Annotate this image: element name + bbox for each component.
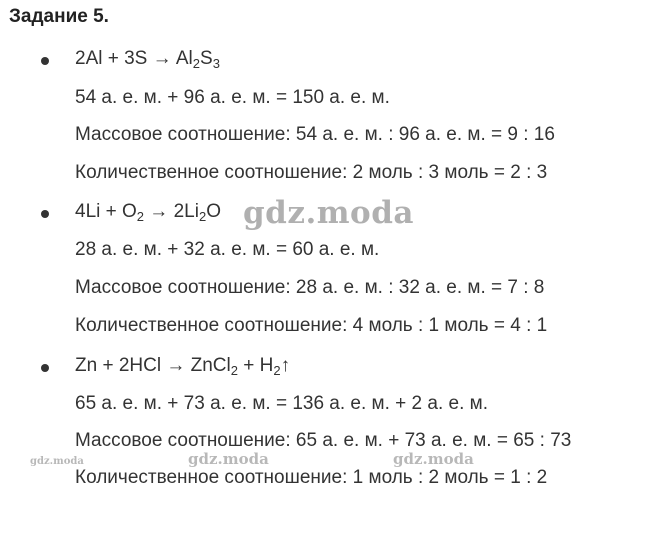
quantity-ratio: Количественное соотношение: 1 моль : 2 моль = 1 : 2 <box>75 467 548 488</box>
quantity-ratio: Количественное соотношение: 4 моль : 1 моль = 4 : 1 <box>75 315 548 336</box>
watermark-logo: gdz.moda <box>243 195 414 231</box>
watermark-small-center: gdz.moda <box>188 450 269 468</box>
task-title: Задание 5. <box>9 6 109 27</box>
mass-ratio: Массовое соотношение: 65 а. е. м. + 73 а. е. м. = 65 : 73 <box>75 430 572 451</box>
bullet-icon <box>41 57 49 65</box>
mass-ratio: Массовое соотношение: 54 а. е. м. : 96 а. е. м. = 9 : 16 <box>75 124 555 145</box>
reaction-equation: $2Al + 3S \to Al_2S_3$ <box>75 48 220 71</box>
bullet-icon <box>41 364 49 372</box>
watermark-small-left: gdz.moda <box>30 456 84 467</box>
molar-mass-sum: 28 а. е. м. + 32 а. е. м. = 60 а. е. м. <box>75 239 380 260</box>
molar-mass-sum: 54 а. е. м. + 96 а. е. м. = 150 а. е. м. <box>75 87 390 108</box>
molar-mass-sum: 65 а. е. м. + 73 а. е. м. = 136 а. е. м. + 2 а. е. м. <box>75 393 488 414</box>
reaction-equation: $4Li + O_2 \to 2Li_2O$ <box>75 201 221 224</box>
watermark-small-right: gdz.moda <box>393 450 474 468</box>
bullet-icon <box>41 210 49 218</box>
mass-ratio: Массовое соотношение: 28 а. е. м. : 32 а. е. м. = 7 : 8 <box>75 277 545 298</box>
reaction-equation: Zn + 2HCl → ZnCl$_2$ + $H_2↑$ <box>75 355 291 378</box>
quantity-ratio: Количественное соотношение: 2 моль : 3 моль = 2 : 3 <box>75 162 548 183</box>
